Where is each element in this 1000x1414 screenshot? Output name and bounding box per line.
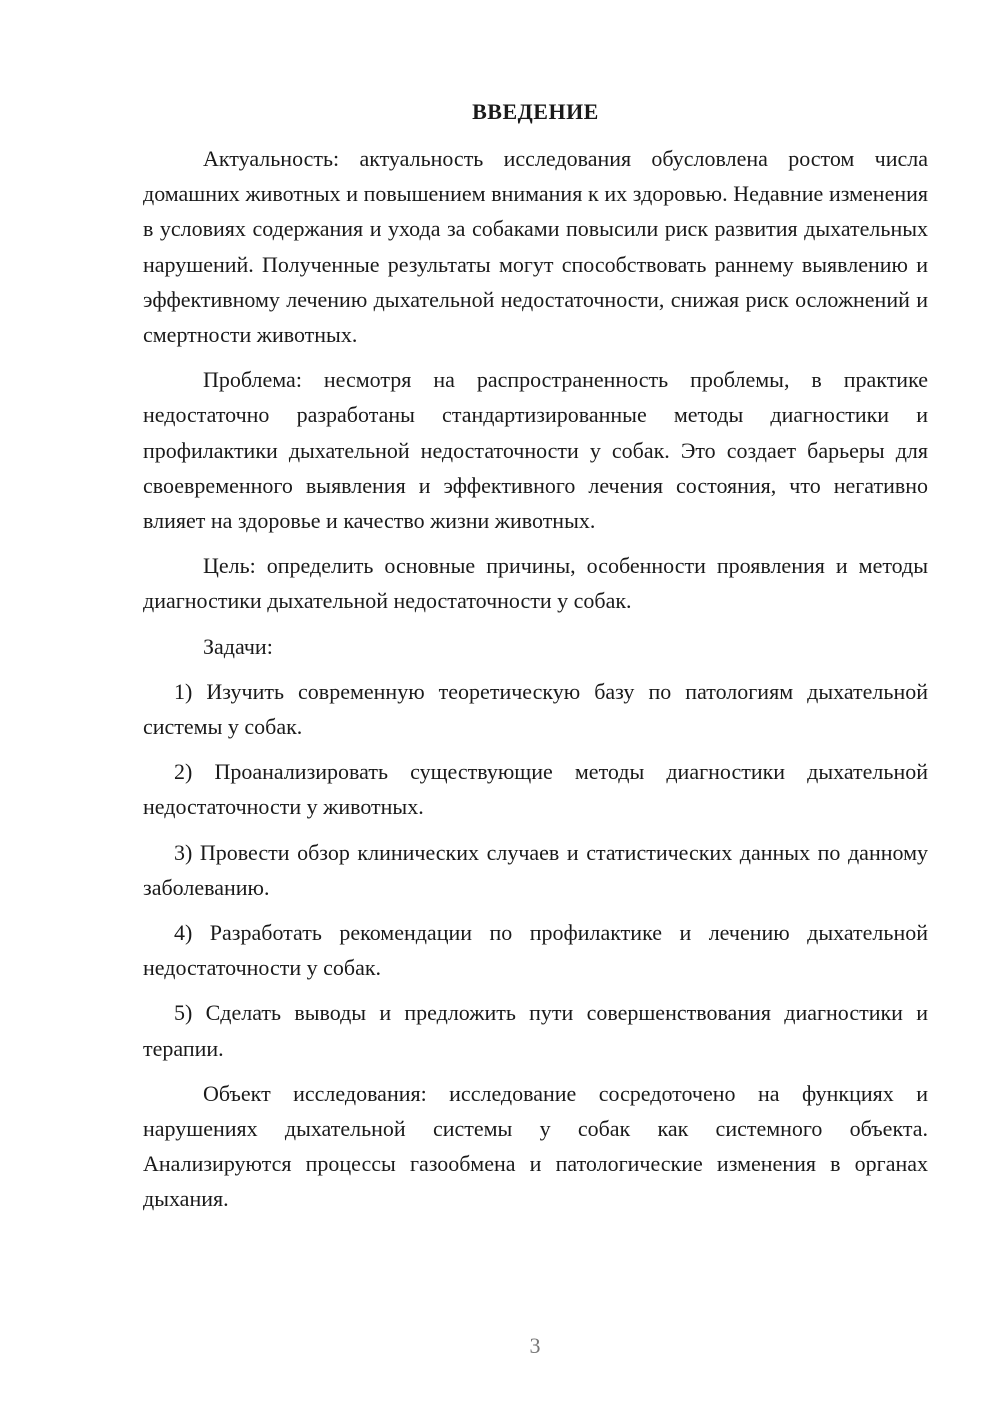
tasks-list (143, 674, 928, 1066)
document-page (143, 94, 928, 1227)
goal-paragraph: Цель: определить основные причины, особенности проявления и методы диагностики дыхательной недостаточности у собак. (143, 553, 928, 614)
problem-paragraph: Проблема: несмотря на распространенность проблемы, в практике недостаточно разработаны стандартизированные методы диагностики и профилактики дыхательной недостаточности у собак. Это создает барьеры для своевременного выявления и эффективного лечения состояния, что негативно влияет на здоровье и качество жизни животных. (143, 367, 928, 534)
task-item: 5) Сделать выводы и предложить пути совершенствования диагностики и терапии. (143, 1000, 928, 1061)
tasks-label: Задачи: (203, 633, 273, 659)
section-heading: ВВЕДЕНИЕ (472, 99, 599, 124)
task-item: 3) Провести обзор клинических случаев и статистических данных по данному заболеванию. (143, 839, 928, 900)
relevance-paragraph: Актуальность: актуальность исследования обусловлена ростом числа домашних животных и повышением внимания к их здоровью. Недавние изменения в условиях содержания и ухода за собаками повысили риск развития дыхательных нарушений. Полученные результаты могут способствовать раннему выявлению и эффективному лечению дыхательной недостаточности, снижая риск осложнений и смертности животных. (143, 146, 928, 348)
page-number: 3 (529, 1333, 541, 1358)
task-item: 2) Проанализировать существующие методы диагностики дыхательной недостаточности у животных. (143, 759, 928, 820)
research-object-paragraph: Объект исследования: исследование сосредоточено на функциях и нарушениях дыхательной системы у собак как системного объекта. Анализируются процессы газообмена и патологические изменения в органах дыхания. (143, 1080, 928, 1212)
task-item: 1) Изучить современную теоретическую базу по патологиям дыхательной системы у собак. (143, 678, 928, 740)
task-item: 4) Разработать рекомендации по профилактике и лечению дыхательной недостаточности у собак. (143, 920, 928, 981)
